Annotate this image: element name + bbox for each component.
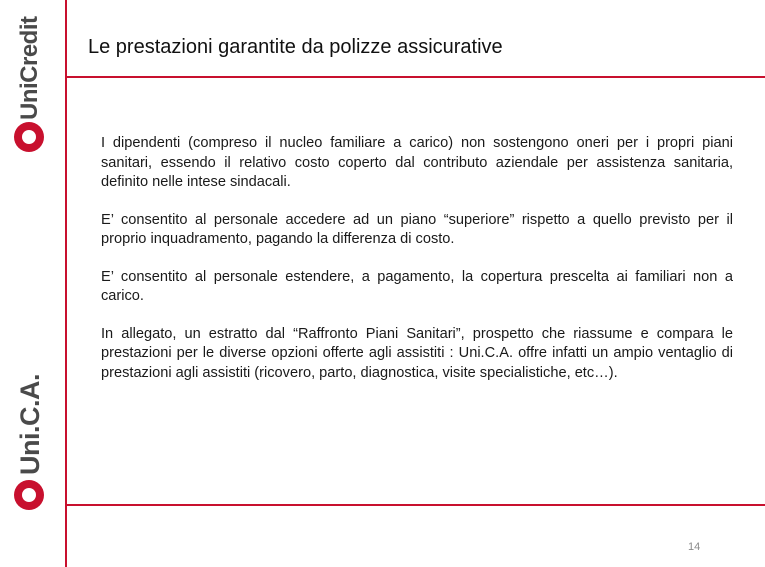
paragraph-2: E’ consentito al personale accedere ad un piano “superiore” rispetto a quello previsto per il proprio inquadramento, pagando la differenza di costo. bbox=[101, 211, 733, 247]
footer-divider bbox=[67, 504, 765, 506]
unicredit-logo-mark-icon bbox=[14, 122, 44, 152]
unica-logo: Uni.C.A. bbox=[15, 374, 45, 475]
paragraph-3: E’ consentito al personale estendere, a pagamento, la copertura prescelta ai familiari non a carico. bbox=[101, 268, 733, 304]
page-number: 14 bbox=[688, 541, 701, 553]
paragraph-4: In allegato, un estratto dal “Raffronto Piani Sanitari”, prospetto che riassume e compara le prestazioni per le diverse opzioni offerte agli assistiti : Uni.C.A. offre infatti un ampio ventaglio di prestazioni agli assistiti (ricovero, parto, diagnostica, visite specialistiche, etc…). bbox=[101, 325, 733, 381]
body-text bbox=[101, 134, 733, 401]
unica-logo-mark-icon bbox=[14, 480, 44, 510]
left-vertical-rule bbox=[65, 0, 67, 567]
paragraph-1: I dipendenti (compreso il nucleo familiare a carico) non sostengono oneri per i propri piani sanitari, essendo il relativo costo coperto dal contributo aziendale per assistenza sanitaria, definito nelle intese sindacali. bbox=[101, 135, 733, 190]
page-title: Le prestazioni garantite da polizze assicurative bbox=[88, 36, 503, 58]
title-divider bbox=[67, 76, 765, 78]
unicredit-logo: UniCredit bbox=[16, 16, 43, 120]
